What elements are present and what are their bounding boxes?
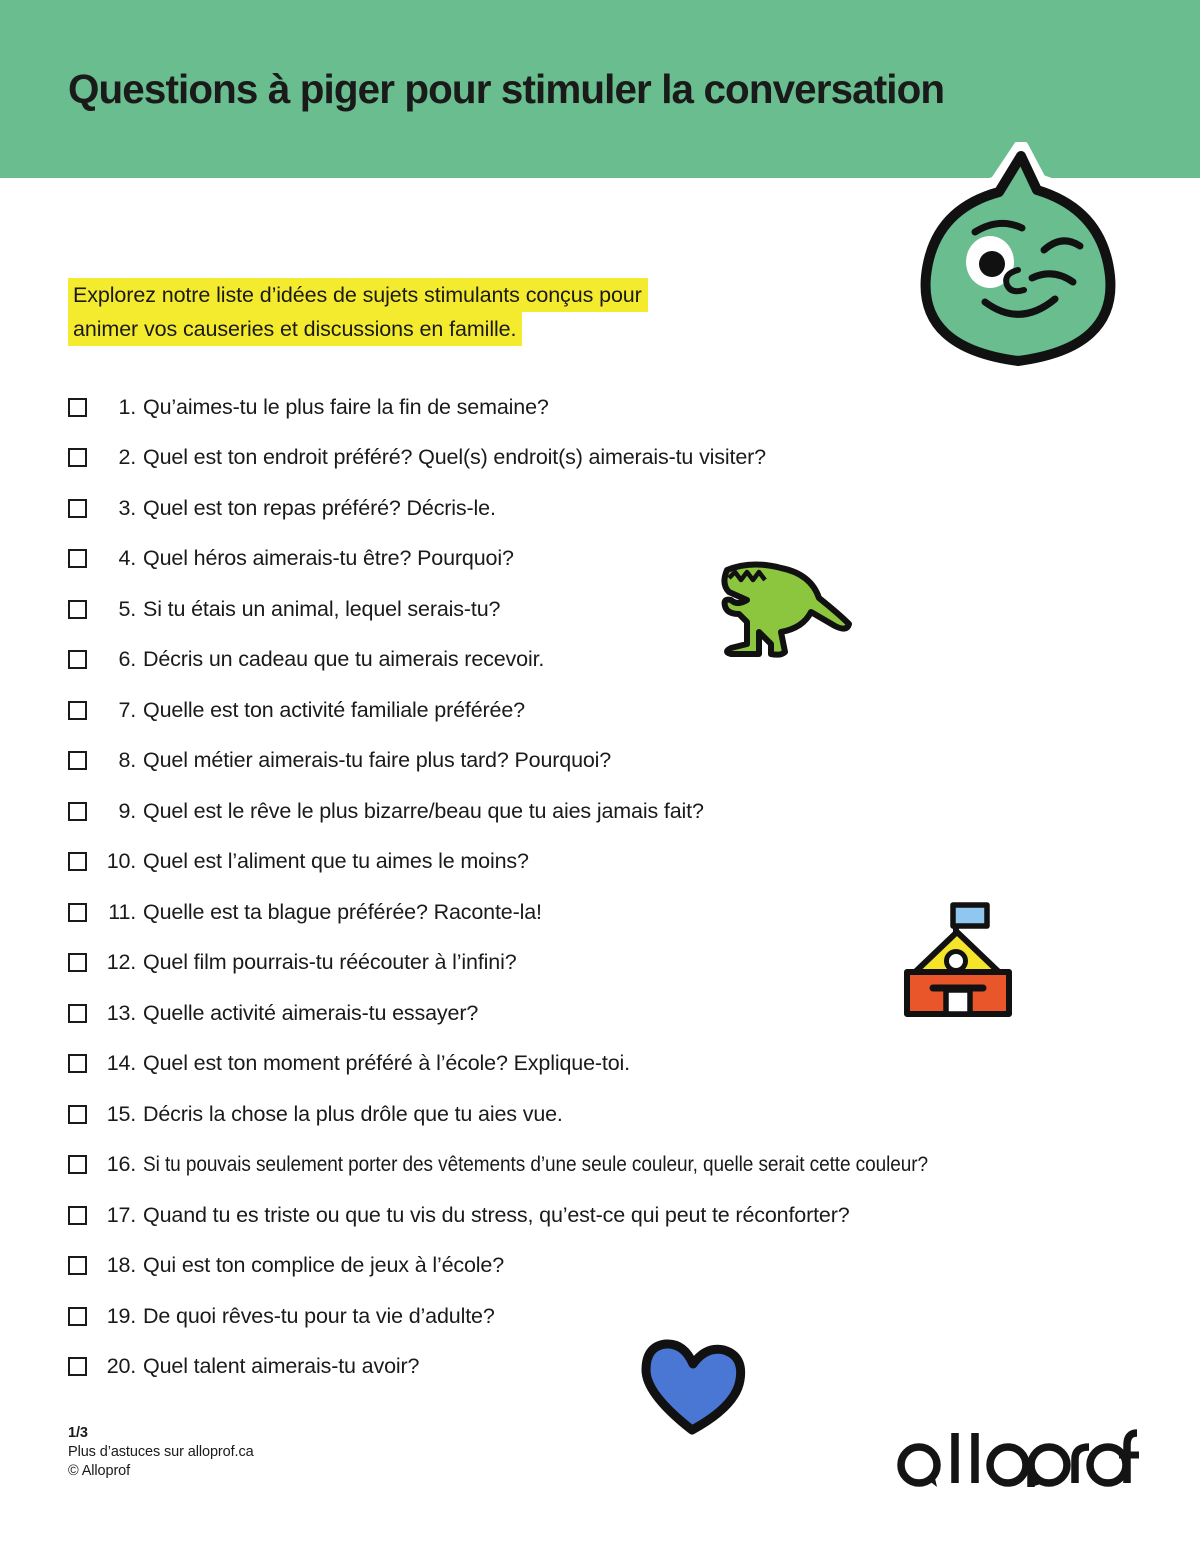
question-number: 16. xyxy=(106,1152,136,1177)
question-row xyxy=(68,1291,1138,1342)
question-text: Quel est l’aliment que tu aimes le moins? xyxy=(143,849,529,874)
question-text: Qu’aimes-tu le plus faire la fin de semaine? xyxy=(143,394,549,419)
question-checklist xyxy=(68,382,1138,1392)
question-text: Si tu pouvais seulement porter des vêtements d’une seule couleur, quelle serait cette couleur? xyxy=(143,1152,928,1177)
intro-line-2: animer vos causeries et discussions en famille. xyxy=(68,312,522,346)
question-text: De quoi rêves-tu pour ta vie d’adulte? xyxy=(143,1303,495,1328)
page-title: Questions à piger pour stimuler la conversation xyxy=(68,66,945,112)
question-row xyxy=(68,1241,1138,1292)
question-text: Décris la chose la plus drôle que tu aies vue. xyxy=(143,1101,563,1126)
question-row xyxy=(68,433,1138,484)
blue-heart-icon xyxy=(636,1334,752,1436)
footer xyxy=(68,1424,254,1481)
question-text: Quel est ton moment préféré à l’école? Explique-toi. xyxy=(143,1051,630,1076)
question-checkbox[interactable] xyxy=(68,1357,87,1376)
question-number: 13. xyxy=(106,1000,136,1025)
question-text: Quel est le rêve le plus bizarre/beau que tu aies jamais fait? xyxy=(143,798,704,823)
question-number: 6. xyxy=(118,647,136,672)
question-checkbox[interactable] xyxy=(68,852,87,871)
question-checkbox[interactable] xyxy=(68,1004,87,1023)
question-text: Quelle activité aimerais-tu essayer? xyxy=(143,1000,479,1025)
question-text: Qui est ton complice de jeux à l’école? xyxy=(143,1253,505,1278)
question-number: 10. xyxy=(106,849,136,874)
schoolhouse-icon xyxy=(897,898,1022,1024)
question-text: Quel métier aimerais-tu faire plus tard? Pourquoi? xyxy=(143,748,612,773)
question-checkbox[interactable] xyxy=(68,1256,87,1275)
question-row xyxy=(68,635,1138,686)
question-row xyxy=(68,1190,1138,1241)
question-row xyxy=(68,584,1138,635)
question-checkbox[interactable] xyxy=(68,650,87,669)
question-row xyxy=(68,382,1138,433)
question-checkbox[interactable] xyxy=(68,1206,87,1225)
question-text: Quel héros aimerais-tu être? Pourquoi? xyxy=(143,546,514,571)
question-row xyxy=(68,837,1138,888)
question-number: 12. xyxy=(106,950,136,975)
question-text: Quel est ton endroit préféré? Quel(s) endroit(s) aimerais-tu visiter? xyxy=(143,445,766,470)
question-row xyxy=(68,483,1138,534)
question-checkbox[interactable] xyxy=(68,802,87,821)
question-checkbox[interactable] xyxy=(68,600,87,619)
question-checkbox[interactable] xyxy=(68,1054,87,1073)
question-checkbox[interactable] xyxy=(68,903,87,922)
question-checkbox[interactable] xyxy=(68,398,87,417)
question-text: Si tu étais un animal, lequel serais-tu? xyxy=(143,596,501,621)
question-number: 1. xyxy=(118,394,136,419)
question-number: 3. xyxy=(118,495,136,520)
question-text: Quel film pourrais-tu réécouter à l’infini? xyxy=(143,950,517,975)
page-number: 1/3 xyxy=(68,1425,88,1441)
footer-tip-line: Plus d’astuces sur alloprof.ca xyxy=(68,1444,254,1460)
footer-copyright: © Alloprof xyxy=(68,1463,131,1479)
green-trex-dinosaur-icon xyxy=(707,548,857,660)
question-checkbox[interactable] xyxy=(68,1105,87,1124)
intro-paragraph xyxy=(68,278,798,346)
question-text: Quelle est ta blague préférée? Raconte-la! xyxy=(143,899,542,924)
question-number: 14. xyxy=(106,1051,136,1076)
intro-line-1: Explorez notre liste d’idées de sujets stimulants conçus pour xyxy=(68,278,648,312)
question-checkbox[interactable] xyxy=(68,751,87,770)
question-checkbox[interactable] xyxy=(68,953,87,972)
question-text: Quand tu es triste ou que tu vis du stress, qu’est-ce qui peut te réconforter? xyxy=(143,1202,850,1227)
question-number: 18. xyxy=(106,1253,136,1278)
question-row xyxy=(68,1039,1138,1090)
question-number: 9. xyxy=(118,798,136,823)
question-text: Décris un cadeau que tu aimerais recevoir. xyxy=(143,647,545,672)
question-checkbox[interactable] xyxy=(68,448,87,467)
question-row xyxy=(68,1342,1138,1393)
question-checkbox[interactable] xyxy=(68,549,87,568)
question-checkbox[interactable] xyxy=(68,1307,87,1326)
question-row xyxy=(68,1140,1138,1191)
question-row xyxy=(68,1089,1138,1140)
question-row xyxy=(68,786,1138,837)
question-text: Quel est ton repas préféré? Décris-le. xyxy=(143,495,496,520)
question-text: Quelle est ton activité familiale préférée? xyxy=(143,697,525,722)
question-number: 8. xyxy=(118,748,136,773)
winking-green-face-mascot-icon xyxy=(903,142,1133,374)
question-number: 17. xyxy=(106,1202,136,1227)
question-number: 20. xyxy=(106,1354,136,1379)
question-checkbox[interactable] xyxy=(68,701,87,720)
question-number: 15. xyxy=(106,1101,136,1126)
question-number: 2. xyxy=(118,445,136,470)
question-number: 19. xyxy=(106,1303,136,1328)
question-checkbox[interactable] xyxy=(68,499,87,518)
question-row xyxy=(68,736,1138,787)
question-text: Quel talent aimerais-tu avoir? xyxy=(143,1354,420,1379)
question-row xyxy=(68,685,1138,736)
question-number: 7. xyxy=(118,697,136,722)
question-number: 11. xyxy=(108,899,136,924)
alloprof-logo xyxy=(893,1425,1141,1487)
question-number: 5. xyxy=(118,596,136,621)
question-row xyxy=(68,534,1138,585)
question-checkbox[interactable] xyxy=(68,1155,87,1174)
question-number: 4. xyxy=(118,546,136,571)
